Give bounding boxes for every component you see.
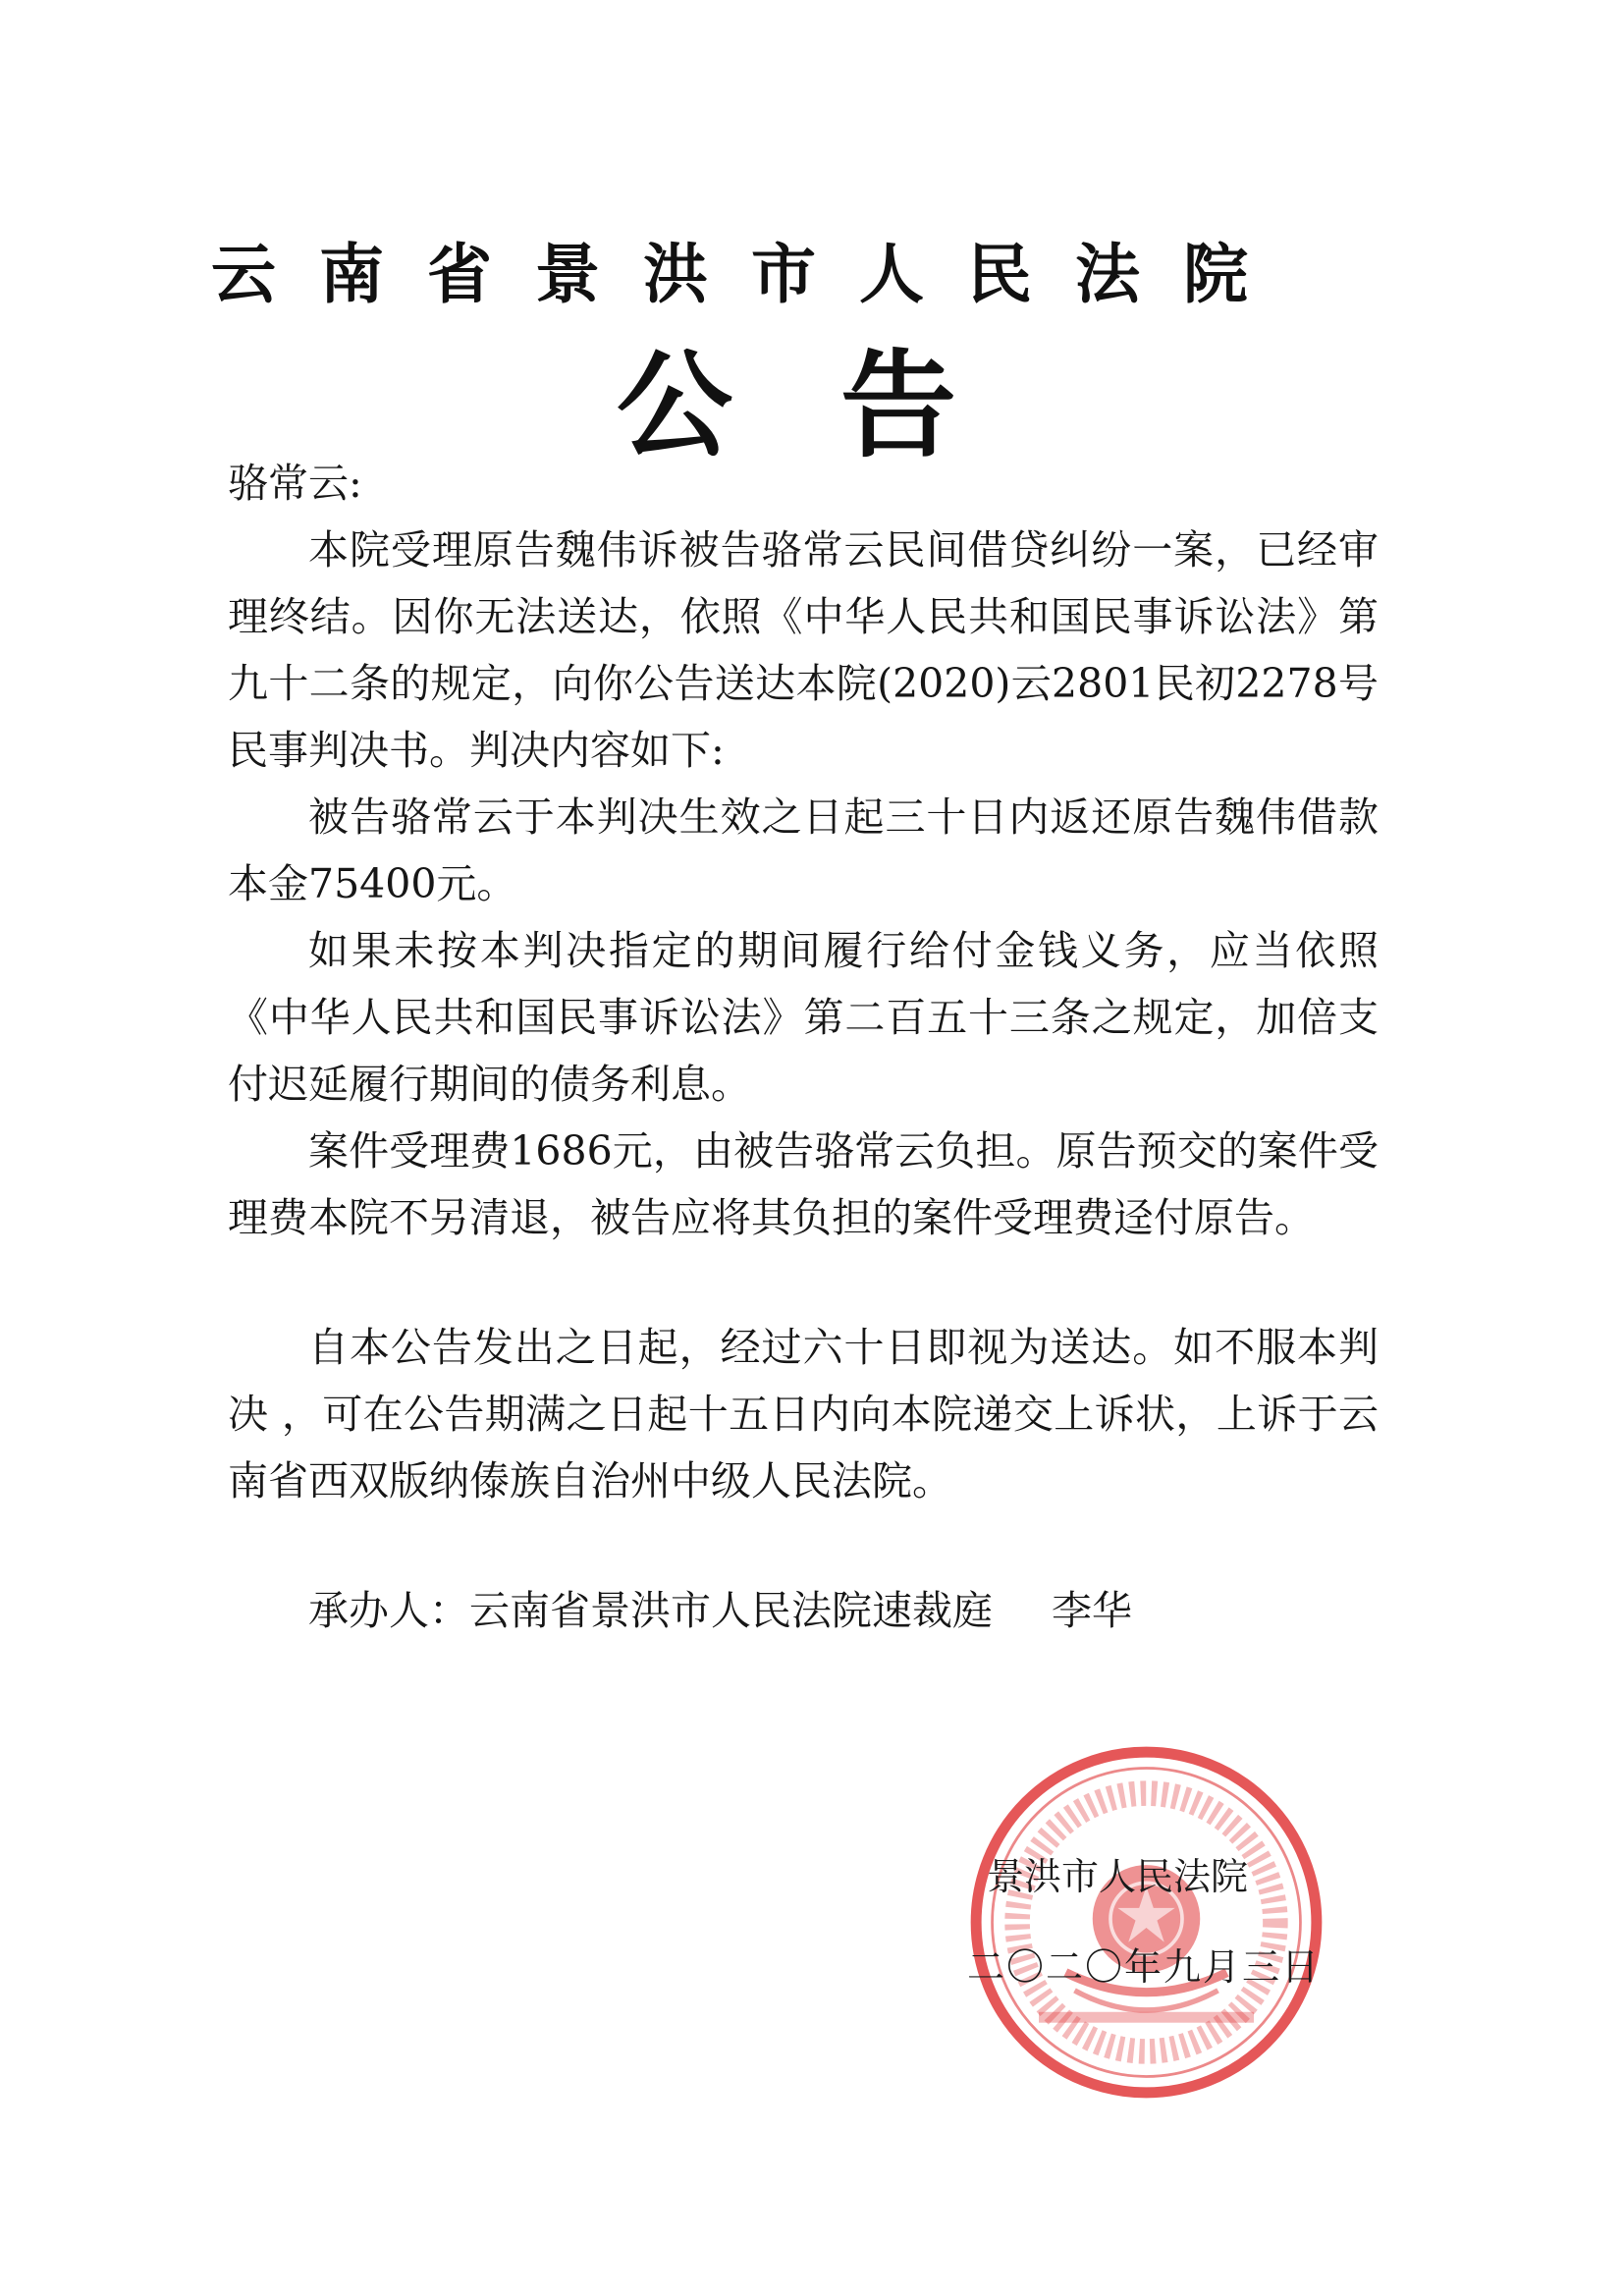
handler-line xyxy=(228,1577,1379,1644)
signature-court: 景洪市人民法院 xyxy=(987,1855,1249,1898)
paragraph-case: 本院受理原告魏伟诉被告骆常云民间借贷纠纷一案，已经审理终结。因你无法送达，依照《中华人民共和国民事诉讼法》第九十二条的规定，向你公告送达本院(2020)云2801民初2278号民事判决书。判决内容如下: xyxy=(228,526,1379,774)
addressee: 骆常云: xyxy=(228,460,362,507)
paragraph-service-appeal: 自本公告发出之日起，经过六十日即视为送达。如不服本判决 ，可在公告期满之日起十五日内向本院递交上诉状，上诉于云南省西双版纳傣族自治州中级人民法院。 xyxy=(228,1324,1379,1504)
notice-title: 公告 xyxy=(617,338,1065,473)
court-title: 云南省景洪市人民法院 xyxy=(211,237,1291,312)
signature-date: 二〇二〇年九月三日 xyxy=(967,1945,1322,1989)
paragraph-judgment-principal: 被告骆常云于本判决生效之日起三十日内返还原告魏伟借款本金75400元。 xyxy=(228,793,1379,907)
notice-body xyxy=(228,450,1379,1644)
paragraph-case-fee: 案件受理费1686元，由被告骆常云负担。原告预交的案件受理费本院不另清退，被告应将其负担的案件受理费迳付原告。 xyxy=(228,1127,1379,1241)
handler-name: 李华 xyxy=(1052,1587,1132,1634)
handler-label: 承办人：云南省景洪市人民法院速裁庭 xyxy=(308,1587,993,1634)
court-seal-icon xyxy=(967,1743,1325,2102)
paragraph-judgment-interest: 如果未按本判决指定的期间履行给付金钱义务，应当依照《中华人民共和国民事诉讼法》第二百五十三条之规定，加倍支付迟延履行期间的债务利息。 xyxy=(228,927,1379,1108)
